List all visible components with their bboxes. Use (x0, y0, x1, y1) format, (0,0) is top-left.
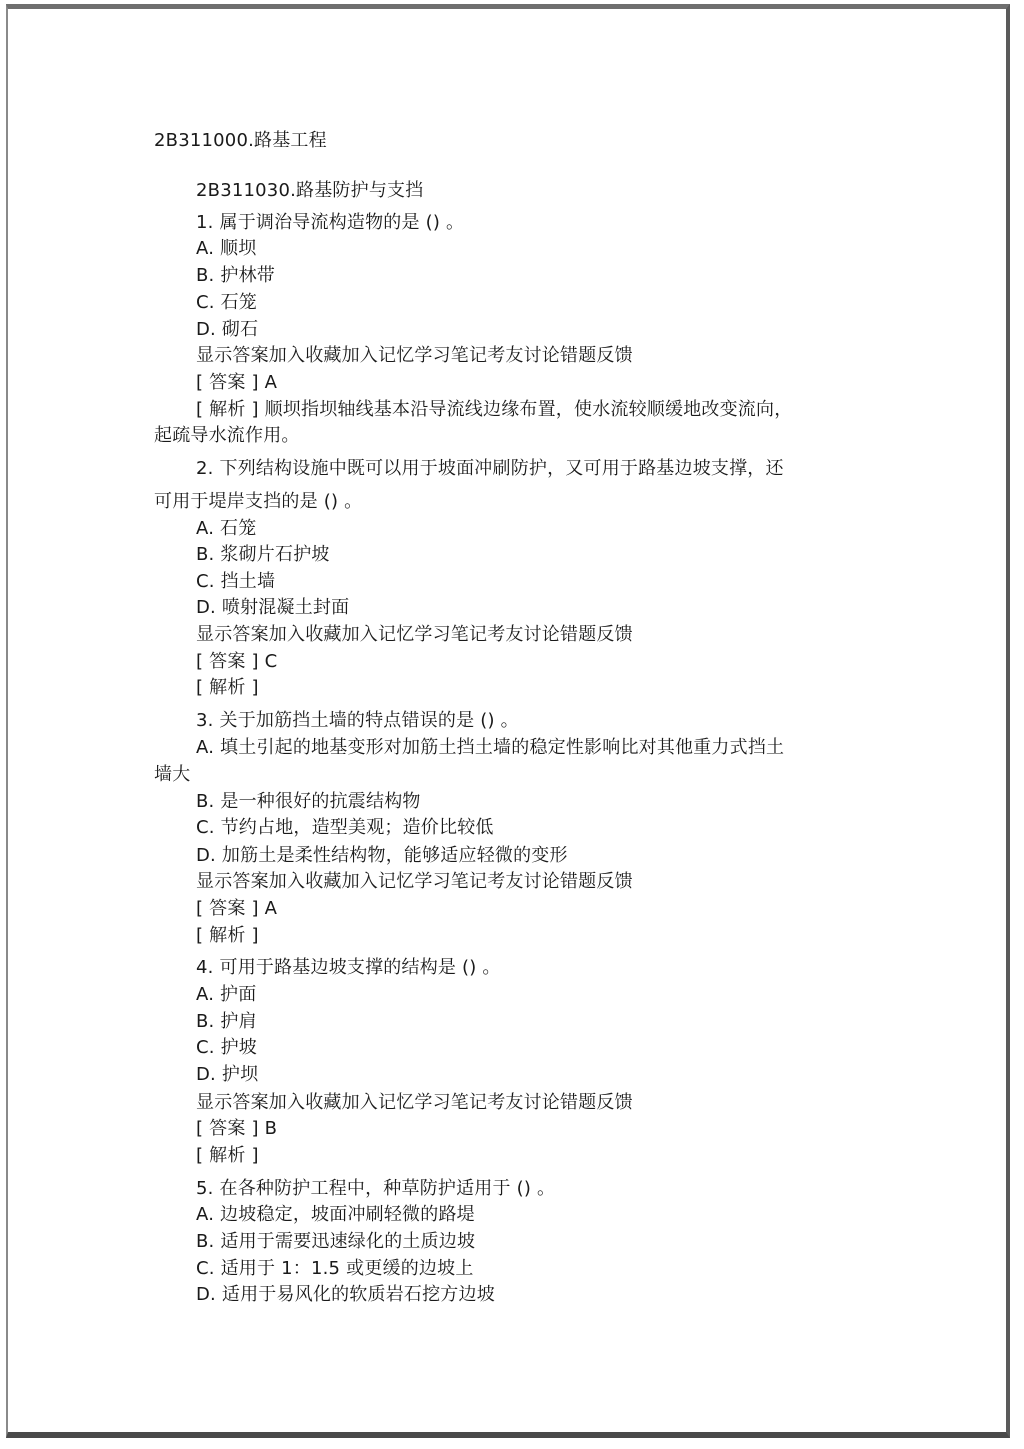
question-4-answer: [ 答案 ] B (196, 1118, 278, 1139)
question-3-option-d: D. 加筋土是柔性结构物，能够适应轻微的变形 (196, 845, 568, 866)
question-2-analysis: [ 解析 ] (196, 677, 259, 698)
question-2-toolbar[interactable]: 显示答案加入收藏加入记忆学习笔记考友讨论错题反馈 (196, 624, 633, 645)
question-2-option-c: C. 挡土墙 (196, 571, 276, 592)
question-5-option-d: D. 适用于易风化的软质岩石挖方边坡 (196, 1284, 495, 1305)
question-4-option-c: C. 护坡 (196, 1037, 258, 1058)
question-3-option-a-cont: 墙大 (154, 764, 191, 785)
question-5-option-b: B. 适用于需要迅速绿化的土质边坡 (196, 1231, 476, 1252)
question-1-option-b: B. 护林带 (196, 265, 275, 286)
question-3-option-c: C. 节约占地，造型美观；造价比较低 (196, 817, 494, 838)
question-2-option-a: A. 石笼 (196, 518, 257, 539)
question-1-option-d: D. 砌石 (196, 319, 259, 340)
question-5-option-a: A. 边坡稳定，坡面冲刷轻微的路堤 (196, 1204, 475, 1225)
section-title: 2B311030.路基防护与支挡 (196, 180, 424, 201)
question-4-option-a: A. 护面 (196, 984, 257, 1005)
question-3-option-a: A. 填土引起的地基变形对加筋土挡土墙的稳定性影响比对其他重力式挡土 (196, 737, 785, 758)
question-2-option-b: B. 浆砌片石护坡 (196, 544, 330, 565)
question-3-toolbar[interactable]: 显示答案加入收藏加入记忆学习笔记考友讨论错题反馈 (196, 871, 633, 892)
question-3-option-b: B. 是一种很好的抗震结构物 (196, 791, 421, 812)
question-3-analysis: [ 解析 ] (196, 925, 259, 946)
question-4-toolbar[interactable]: 显示答案加入收藏加入记忆学习笔记考友讨论错题反馈 (196, 1092, 633, 1113)
question-5-stem: 5. 在各种防护工程中，种草防护适用于 () 。 (196, 1178, 556, 1199)
question-2-stem-cont: 可用于堤岸支挡的是 () 。 (154, 491, 363, 512)
question-4-analysis: [ 解析 ] (196, 1145, 259, 1166)
question-4-option-b: B. 护肩 (196, 1011, 257, 1032)
question-1-stem: 1. 属于调治导流构造物的是 () 。 (196, 212, 465, 233)
question-1-option-c: C. 石笼 (196, 292, 258, 313)
question-1-analysis-cont: 起疏导水流作用。 (154, 425, 300, 446)
question-3-answer: [ 答案 ] A (196, 898, 278, 919)
question-2-option-d: D. 喷射混凝土封面 (196, 597, 350, 618)
question-3-stem: 3. 关于加筋挡土墙的特点错误的是 () 。 (196, 710, 519, 731)
question-5-option-c: C. 适用于 1：1.5 或更缓的边坡上 (196, 1258, 474, 1279)
question-2-stem: 2. 下列结构设施中既可以用于坡面冲刷防护，又可用于路基边坡支撑，还 (196, 458, 784, 479)
question-1-analysis: [ 解析 ] 顺坝指坝轴线基本沿导流线边缘布置，使水流较顺缓地改变流向， (196, 399, 793, 420)
question-1-answer: [ 答案 ] A (196, 372, 278, 393)
question-1-option-a: A. 顺坝 (196, 238, 257, 259)
question-1-toolbar[interactable]: 显示答案加入收藏加入记忆学习笔记考友讨论错题反馈 (196, 345, 633, 366)
question-2-answer: [ 答案 ] C (196, 651, 278, 672)
question-4-option-d: D. 护坝 (196, 1064, 259, 1085)
question-4-stem: 4. 可用于路基边坡支撑的结构是 () 。 (196, 957, 501, 978)
chapter-title: 2B311000.路基工程 (154, 130, 327, 151)
